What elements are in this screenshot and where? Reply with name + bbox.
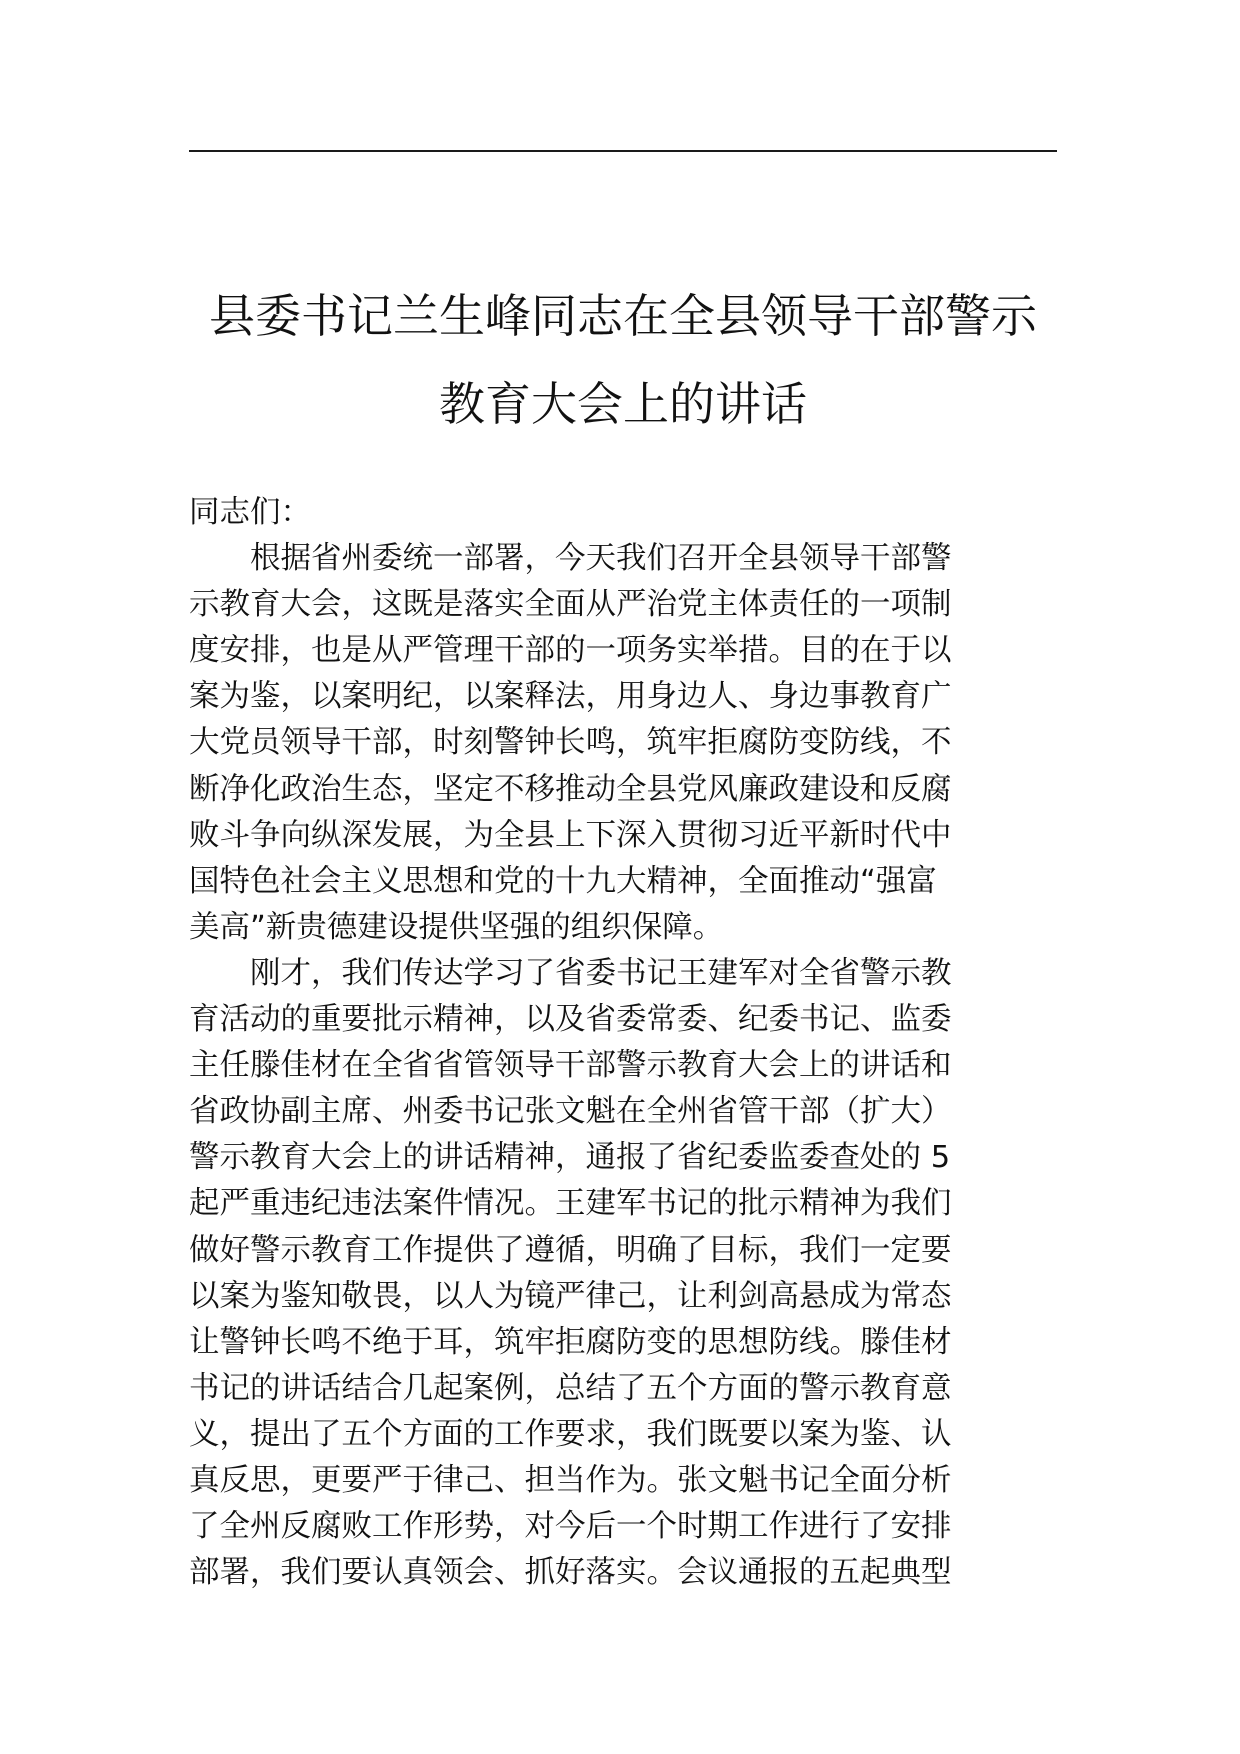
body-line: 示教育大会，这既是落实全面从严治党主体责任的一项制: [189, 587, 952, 623]
body-line: 国特色社会主义思想和党的十九大精神，全面推动“强富: [189, 863, 937, 899]
title-line: 教育大会上的讲话: [439, 377, 807, 431]
body-line: 育活动的重要批示精神，以及省委常委、纪委书记、监委: [189, 1002, 952, 1038]
body-line: 书记的讲话结合几起案例，总结了五个方面的警示教育意: [189, 1370, 952, 1406]
body-line: 让警钟长鸣不绝于耳，筑牢拒腐防变的思想防线。滕佳材: [189, 1324, 952, 1360]
body-line: 义，提出了五个方面的工作要求，我们既要以案为鉴、认: [189, 1416, 952, 1452]
body-line: 案为鉴，以案明纪，以案释法，用身边人、身边事教育广: [189, 679, 952, 715]
document-title: [189, 272, 1057, 448]
body-line: 以案为鉴知敬畏，以人为镜严律己，让利剑高悬成为常态: [189, 1278, 952, 1314]
body-line: 根据省州委统一部署，今天我们召开全县领导干部警: [189, 541, 952, 577]
title-line: 县委书记兰生峰同志在全县领导干部警示: [209, 289, 1037, 343]
document-body: [189, 490, 1057, 1596]
header-rule: [189, 150, 1057, 152]
body-line: 了全州反腐败工作形势，对今后一个时期工作进行了安排: [189, 1509, 952, 1545]
body-line: 警示教育大会上的讲话精神，通报了省纪委监委查处的 5: [189, 1140, 951, 1176]
body-line: 断净化政治生态，坚定不移推动全县党风廉政建设和反腐: [189, 771, 952, 807]
body-line: 刚才，我们传达学习了省委书记王建军对全省警示教: [189, 955, 952, 991]
body-line: 主任滕佳材在全省省管领导干部警示教育大会上的讲话和: [189, 1048, 952, 1084]
body-line: 美高”新贵德建设提供坚强的组织保障。: [189, 909, 724, 945]
body-line: 做好警示教育工作提供了遵循，明确了目标，我们一定要: [189, 1232, 952, 1268]
salutation-line: 同志们：: [189, 495, 311, 530]
body-line: 度安排，也是从严管理干部的一项务实举措。目的在于以: [189, 633, 952, 669]
body-line: 大党员领导干部，时刻警钟长鸣，筑牢拒腐防变防线，不: [189, 725, 952, 761]
body-line: 败斗争向纵深发展，为全县上下深入贯彻习近平新时代中: [189, 817, 952, 853]
body-line: 真反思，更要严于律己、担当作为。张文魁书记全面分析: [189, 1462, 952, 1498]
body-line: 省政协副主席、州委书记张文魁在全州省管干部（扩大）: [189, 1094, 952, 1130]
body-line: 部署，我们要认真领会、抓好落实。会议通报的五起典型: [189, 1555, 952, 1591]
body-line: 起严重违纪违法案件情况。王建军书记的批示精神为我们: [189, 1186, 952, 1222]
